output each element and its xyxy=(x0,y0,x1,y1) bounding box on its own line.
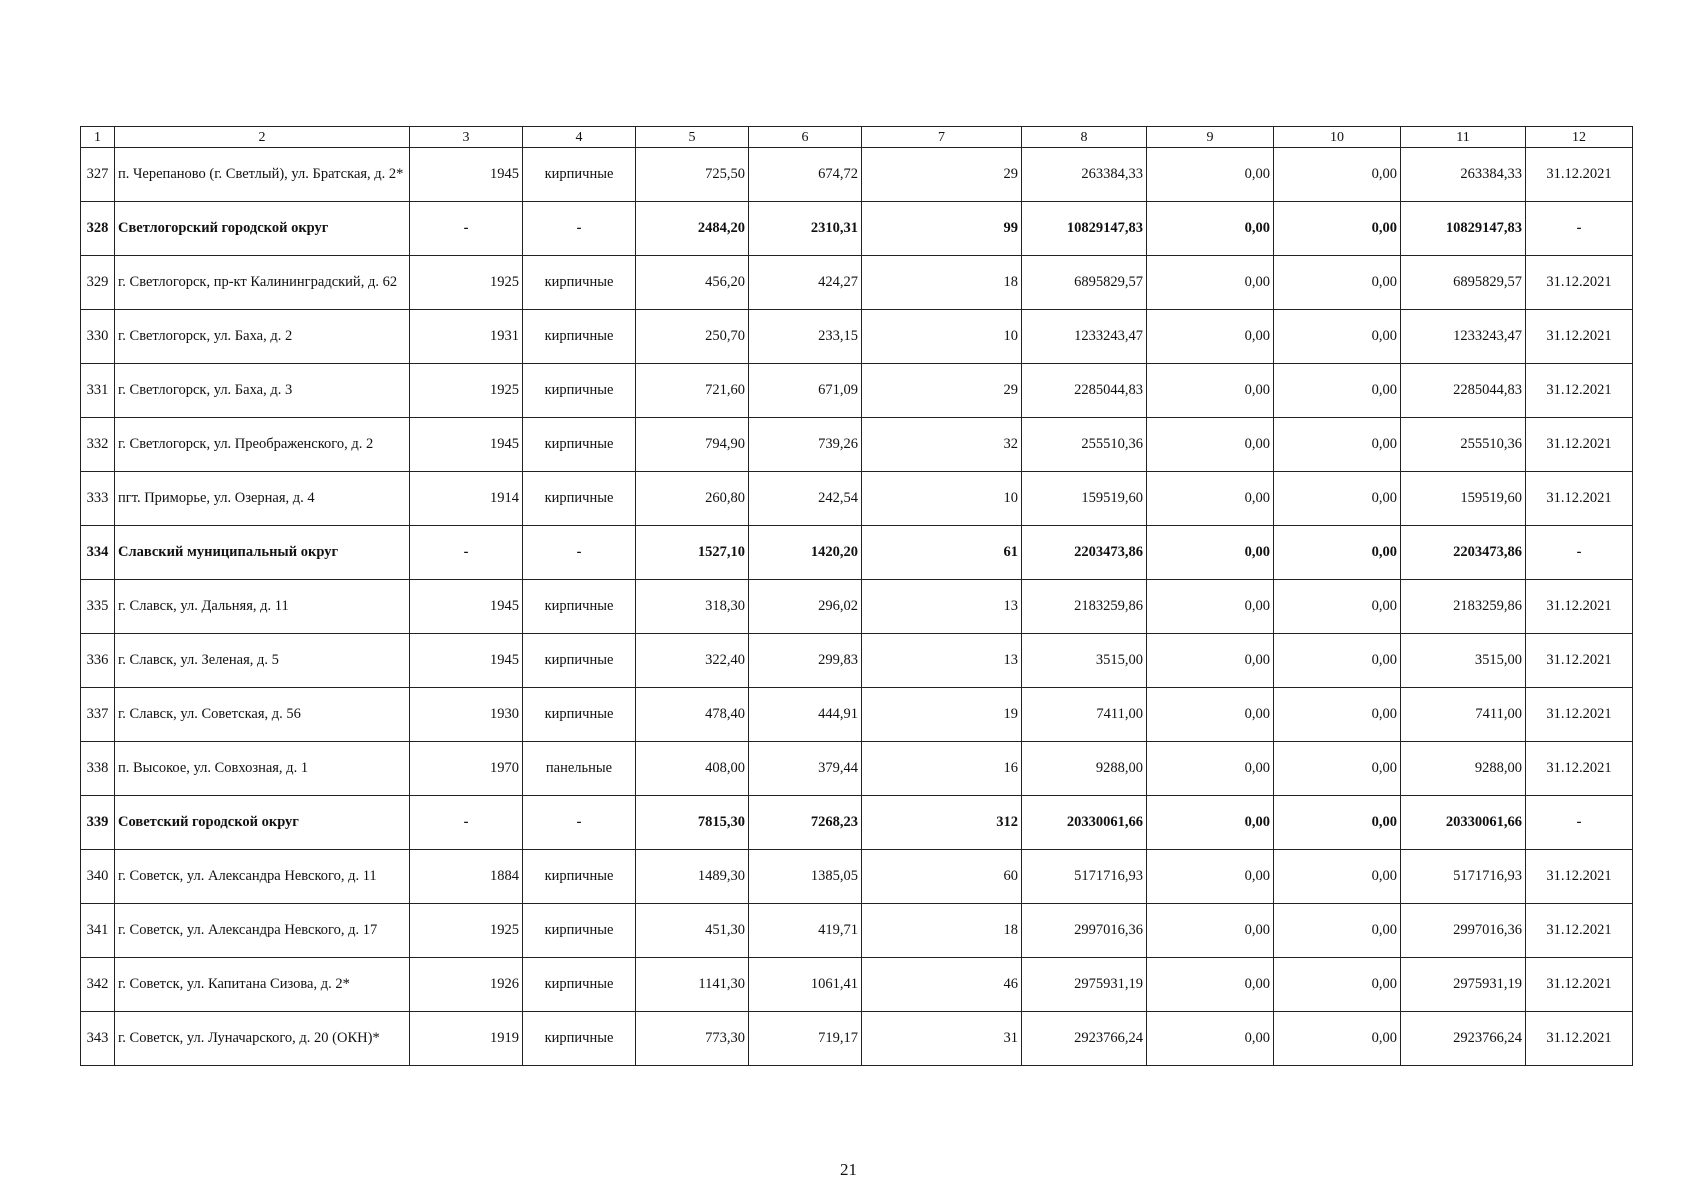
row-number: 336 xyxy=(81,634,115,688)
year-cell: 1945 xyxy=(410,148,523,202)
col6-cell: 739,26 xyxy=(749,418,862,472)
table-row xyxy=(81,742,1633,796)
row-number: 331 xyxy=(81,364,115,418)
date-cell: 31.12.2021 xyxy=(1526,1012,1633,1066)
col11-cell: 5171716,93 xyxy=(1401,850,1526,904)
col7-cell: 61 xyxy=(862,526,1022,580)
col9-cell: 0,00 xyxy=(1147,202,1274,256)
col6-cell: 242,54 xyxy=(749,472,862,526)
address-cell: г. Светлогорск, ул. Баха, д. 3 xyxy=(115,364,410,418)
table-row xyxy=(81,472,1633,526)
col9-cell: 0,00 xyxy=(1147,958,1274,1012)
col5-cell: 260,80 xyxy=(636,472,749,526)
date-cell: 31.12.2021 xyxy=(1526,850,1633,904)
col10-cell: 0,00 xyxy=(1274,796,1401,850)
col9-cell: 0,00 xyxy=(1147,418,1274,472)
col7-cell: 16 xyxy=(862,742,1022,796)
row-number: 338 xyxy=(81,742,115,796)
wall-material-cell: - xyxy=(523,526,636,580)
year-cell: 1926 xyxy=(410,958,523,1012)
table-row xyxy=(81,688,1633,742)
col9-cell: 0,00 xyxy=(1147,688,1274,742)
col9-cell: 0,00 xyxy=(1147,526,1274,580)
date-cell: - xyxy=(1526,202,1633,256)
col6-cell: 299,83 xyxy=(749,634,862,688)
row-number: 340 xyxy=(81,850,115,904)
row-number: 328 xyxy=(81,202,115,256)
table-body xyxy=(81,148,1633,1066)
col9-cell: 0,00 xyxy=(1147,634,1274,688)
wall-material-cell: кирпичные xyxy=(523,634,636,688)
col5-cell: 1527,10 xyxy=(636,526,749,580)
column-header: 5 xyxy=(636,127,749,148)
col8-cell: 2997016,36 xyxy=(1022,904,1147,958)
col11-cell: 1233243,47 xyxy=(1401,310,1526,364)
col6-cell: 671,09 xyxy=(749,364,862,418)
date-cell: 31.12.2021 xyxy=(1526,742,1633,796)
col6-cell: 1385,05 xyxy=(749,850,862,904)
col7-cell: 29 xyxy=(862,364,1022,418)
row-number: 330 xyxy=(81,310,115,364)
year-cell: 1945 xyxy=(410,418,523,472)
address-cell: п. Черепаново (г. Светлый), ул. Братская, д. 2* xyxy=(115,148,410,202)
col8-cell: 2923766,24 xyxy=(1022,1012,1147,1066)
year-cell: 1914 xyxy=(410,472,523,526)
col9-cell: 0,00 xyxy=(1147,796,1274,850)
col10-cell: 0,00 xyxy=(1274,472,1401,526)
col5-cell: 1489,30 xyxy=(636,850,749,904)
table-row-subtotal xyxy=(81,796,1633,850)
wall-material-cell: кирпичные xyxy=(523,688,636,742)
column-header: 2 xyxy=(115,127,410,148)
col5-cell: 2484,20 xyxy=(636,202,749,256)
col11-cell: 263384,33 xyxy=(1401,148,1526,202)
wall-material-cell: кирпичные xyxy=(523,1012,636,1066)
address-cell: г. Советск, ул. Луначарского, д. 20 (ОКН)* xyxy=(115,1012,410,1066)
col10-cell: 0,00 xyxy=(1274,958,1401,1012)
col11-cell: 2183259,86 xyxy=(1401,580,1526,634)
address-cell: Светлогорский городской округ xyxy=(115,202,410,256)
col8-cell: 255510,36 xyxy=(1022,418,1147,472)
year-cell: 1930 xyxy=(410,688,523,742)
col10-cell: 0,00 xyxy=(1274,526,1401,580)
wall-material-cell: кирпичные xyxy=(523,958,636,1012)
row-number: 333 xyxy=(81,472,115,526)
col7-cell: 10 xyxy=(862,310,1022,364)
table-row xyxy=(81,310,1633,364)
address-cell: пгт. Приморье, ул. Озерная, д. 4 xyxy=(115,472,410,526)
col8-cell: 2975931,19 xyxy=(1022,958,1147,1012)
row-number: 343 xyxy=(81,1012,115,1066)
col7-cell: 18 xyxy=(862,256,1022,310)
address-cell: г. Светлогорск, ул. Преображенского, д. 2 xyxy=(115,418,410,472)
row-number: 342 xyxy=(81,958,115,1012)
date-cell: 31.12.2021 xyxy=(1526,580,1633,634)
col10-cell: 0,00 xyxy=(1274,850,1401,904)
table-row xyxy=(81,904,1633,958)
col9-cell: 0,00 xyxy=(1147,1012,1274,1066)
date-cell: 31.12.2021 xyxy=(1526,472,1633,526)
col6-cell: 233,15 xyxy=(749,310,862,364)
col7-cell: 32 xyxy=(862,418,1022,472)
column-header: 8 xyxy=(1022,127,1147,148)
address-cell: Советский городской округ xyxy=(115,796,410,850)
col6-cell: 1420,20 xyxy=(749,526,862,580)
year-cell: 1970 xyxy=(410,742,523,796)
col5-cell: 773,30 xyxy=(636,1012,749,1066)
column-header: 4 xyxy=(523,127,636,148)
col11-cell: 3515,00 xyxy=(1401,634,1526,688)
address-cell: п. Высокое, ул. Совхозная, д. 1 xyxy=(115,742,410,796)
table-row xyxy=(81,1012,1633,1066)
col11-cell: 7411,00 xyxy=(1401,688,1526,742)
col11-cell: 6895829,57 xyxy=(1401,256,1526,310)
col10-cell: 0,00 xyxy=(1274,364,1401,418)
col9-cell: 0,00 xyxy=(1147,742,1274,796)
year-cell: 1945 xyxy=(410,580,523,634)
col6-cell: 379,44 xyxy=(749,742,862,796)
col7-cell: 60 xyxy=(862,850,1022,904)
wall-material-cell: кирпичные xyxy=(523,472,636,526)
address-cell: г. Советск, ул. Александра Невского, д. 17 xyxy=(115,904,410,958)
col9-cell: 0,00 xyxy=(1147,148,1274,202)
col6-cell: 424,27 xyxy=(749,256,862,310)
address-cell: г. Советск, ул. Александра Невского, д. 11 xyxy=(115,850,410,904)
col11-cell: 2975931,19 xyxy=(1401,958,1526,1012)
row-number: 329 xyxy=(81,256,115,310)
wall-material-cell: кирпичные xyxy=(523,256,636,310)
col10-cell: 0,00 xyxy=(1274,904,1401,958)
column-header: 6 xyxy=(749,127,862,148)
table-row xyxy=(81,364,1633,418)
col5-cell: 7815,30 xyxy=(636,796,749,850)
col8-cell: 5171716,93 xyxy=(1022,850,1147,904)
year-cell: 1925 xyxy=(410,904,523,958)
row-number: 332 xyxy=(81,418,115,472)
table-row xyxy=(81,958,1633,1012)
date-cell: 31.12.2021 xyxy=(1526,958,1633,1012)
col11-cell: 2203473,86 xyxy=(1401,526,1526,580)
date-cell: - xyxy=(1526,526,1633,580)
col11-cell: 2285044,83 xyxy=(1401,364,1526,418)
col8-cell: 1233243,47 xyxy=(1022,310,1147,364)
col11-cell: 255510,36 xyxy=(1401,418,1526,472)
table-row xyxy=(81,850,1633,904)
year-cell: - xyxy=(410,526,523,580)
housing-table xyxy=(80,126,1633,1066)
col8-cell: 159519,60 xyxy=(1022,472,1147,526)
col5-cell: 794,90 xyxy=(636,418,749,472)
wall-material-cell: кирпичные xyxy=(523,310,636,364)
wall-material-cell: кирпичные xyxy=(523,904,636,958)
col10-cell: 0,00 xyxy=(1274,1012,1401,1066)
col5-cell: 318,30 xyxy=(636,580,749,634)
column-header: 1 xyxy=(81,127,115,148)
column-header: 10 xyxy=(1274,127,1401,148)
table-row xyxy=(81,418,1633,472)
col5-cell: 408,00 xyxy=(636,742,749,796)
column-header: 3 xyxy=(410,127,523,148)
col11-cell: 20330061,66 xyxy=(1401,796,1526,850)
table-row xyxy=(81,580,1633,634)
col6-cell: 719,17 xyxy=(749,1012,862,1066)
col9-cell: 0,00 xyxy=(1147,850,1274,904)
year-cell: 1945 xyxy=(410,634,523,688)
col11-cell: 2997016,36 xyxy=(1401,904,1526,958)
header-row xyxy=(81,127,1633,148)
column-header: 9 xyxy=(1147,127,1274,148)
year-cell: 1925 xyxy=(410,364,523,418)
col6-cell: 674,72 xyxy=(749,148,862,202)
col7-cell: 31 xyxy=(862,1012,1022,1066)
col7-cell: 18 xyxy=(862,904,1022,958)
col5-cell: 478,40 xyxy=(636,688,749,742)
column-header: 11 xyxy=(1401,127,1526,148)
col8-cell: 9288,00 xyxy=(1022,742,1147,796)
col10-cell: 0,00 xyxy=(1274,418,1401,472)
address-cell: г. Славск, ул. Советская, д. 56 xyxy=(115,688,410,742)
col8-cell: 2183259,86 xyxy=(1022,580,1147,634)
wall-material-cell: кирпичные xyxy=(523,418,636,472)
address-cell: г. Славск, ул. Дальняя, д. 11 xyxy=(115,580,410,634)
col11-cell: 9288,00 xyxy=(1401,742,1526,796)
row-number: 335 xyxy=(81,580,115,634)
col9-cell: 0,00 xyxy=(1147,310,1274,364)
col9-cell: 0,00 xyxy=(1147,472,1274,526)
col5-cell: 456,20 xyxy=(636,256,749,310)
col10-cell: 0,00 xyxy=(1274,688,1401,742)
page-number: 21 xyxy=(840,1160,857,1179)
col6-cell: 7268,23 xyxy=(749,796,862,850)
table-row-subtotal xyxy=(81,526,1633,580)
col6-cell: 296,02 xyxy=(749,580,862,634)
col5-cell: 1141,30 xyxy=(636,958,749,1012)
col10-cell: 0,00 xyxy=(1274,256,1401,310)
col10-cell: 0,00 xyxy=(1274,310,1401,364)
row-number: 327 xyxy=(81,148,115,202)
wall-material-cell: панельные xyxy=(523,742,636,796)
date-cell: 31.12.2021 xyxy=(1526,364,1633,418)
col5-cell: 721,60 xyxy=(636,364,749,418)
row-number: 337 xyxy=(81,688,115,742)
date-cell: 31.12.2021 xyxy=(1526,256,1633,310)
address-cell: г. Советск, ул. Капитана Сизова, д. 2* xyxy=(115,958,410,1012)
column-header: 12 xyxy=(1526,127,1633,148)
col5-cell: 451,30 xyxy=(636,904,749,958)
row-number: 334 xyxy=(81,526,115,580)
col6-cell: 1061,41 xyxy=(749,958,862,1012)
col10-cell: 0,00 xyxy=(1274,202,1401,256)
year-cell: - xyxy=(410,796,523,850)
wall-material-cell: кирпичные xyxy=(523,148,636,202)
table-row xyxy=(81,148,1633,202)
col6-cell: 2310,31 xyxy=(749,202,862,256)
wall-material-cell: - xyxy=(523,796,636,850)
table-row xyxy=(81,634,1633,688)
col11-cell: 159519,60 xyxy=(1401,472,1526,526)
col8-cell: 10829147,83 xyxy=(1022,202,1147,256)
row-number: 341 xyxy=(81,904,115,958)
col11-cell: 10829147,83 xyxy=(1401,202,1526,256)
col8-cell: 20330061,66 xyxy=(1022,796,1147,850)
col9-cell: 0,00 xyxy=(1147,904,1274,958)
address-cell: г. Светлогорск, ул. Баха, д. 2 xyxy=(115,310,410,364)
col8-cell: 7411,00 xyxy=(1022,688,1147,742)
col7-cell: 312 xyxy=(862,796,1022,850)
col5-cell: 250,70 xyxy=(636,310,749,364)
wall-material-cell: кирпичные xyxy=(523,364,636,418)
year-cell: - xyxy=(410,202,523,256)
col8-cell: 2285044,83 xyxy=(1022,364,1147,418)
col8-cell: 3515,00 xyxy=(1022,634,1147,688)
col7-cell: 99 xyxy=(862,202,1022,256)
col7-cell: 10 xyxy=(862,472,1022,526)
col10-cell: 0,00 xyxy=(1274,634,1401,688)
col6-cell: 419,71 xyxy=(749,904,862,958)
col7-cell: 19 xyxy=(862,688,1022,742)
col9-cell: 0,00 xyxy=(1147,580,1274,634)
year-cell: 1919 xyxy=(410,1012,523,1066)
date-cell: 31.12.2021 xyxy=(1526,148,1633,202)
row-number: 339 xyxy=(81,796,115,850)
col8-cell: 6895829,57 xyxy=(1022,256,1147,310)
date-cell: 31.12.2021 xyxy=(1526,904,1633,958)
col9-cell: 0,00 xyxy=(1147,256,1274,310)
col7-cell: 46 xyxy=(862,958,1022,1012)
col5-cell: 322,40 xyxy=(636,634,749,688)
date-cell: - xyxy=(1526,796,1633,850)
date-cell: 31.12.2021 xyxy=(1526,688,1633,742)
address-cell: Славский муниципальный округ xyxy=(115,526,410,580)
table-row-subtotal xyxy=(81,202,1633,256)
date-cell: 31.12.2021 xyxy=(1526,310,1633,364)
year-cell: 1931 xyxy=(410,310,523,364)
column-header: 7 xyxy=(862,127,1022,148)
table-row xyxy=(81,256,1633,310)
col11-cell: 2923766,24 xyxy=(1401,1012,1526,1066)
wall-material-cell: кирпичные xyxy=(523,850,636,904)
col5-cell: 725,50 xyxy=(636,148,749,202)
col7-cell: 13 xyxy=(862,580,1022,634)
date-cell: 31.12.2021 xyxy=(1526,634,1633,688)
col10-cell: 0,00 xyxy=(1274,580,1401,634)
col8-cell: 2203473,86 xyxy=(1022,526,1147,580)
col6-cell: 444,91 xyxy=(749,688,862,742)
housing-table-container xyxy=(80,126,1632,1066)
col10-cell: 0,00 xyxy=(1274,148,1401,202)
address-cell: г. Светлогорск, пр-кт Калининградский, д. 62 xyxy=(115,256,410,310)
col7-cell: 29 xyxy=(862,148,1022,202)
address-cell: г. Славск, ул. Зеленая, д. 5 xyxy=(115,634,410,688)
date-cell: 31.12.2021 xyxy=(1526,418,1633,472)
col10-cell: 0,00 xyxy=(1274,742,1401,796)
wall-material-cell: - xyxy=(523,202,636,256)
col7-cell: 13 xyxy=(862,634,1022,688)
wall-material-cell: кирпичные xyxy=(523,580,636,634)
year-cell: 1884 xyxy=(410,850,523,904)
year-cell: 1925 xyxy=(410,256,523,310)
col9-cell: 0,00 xyxy=(1147,364,1274,418)
col8-cell: 263384,33 xyxy=(1022,148,1147,202)
